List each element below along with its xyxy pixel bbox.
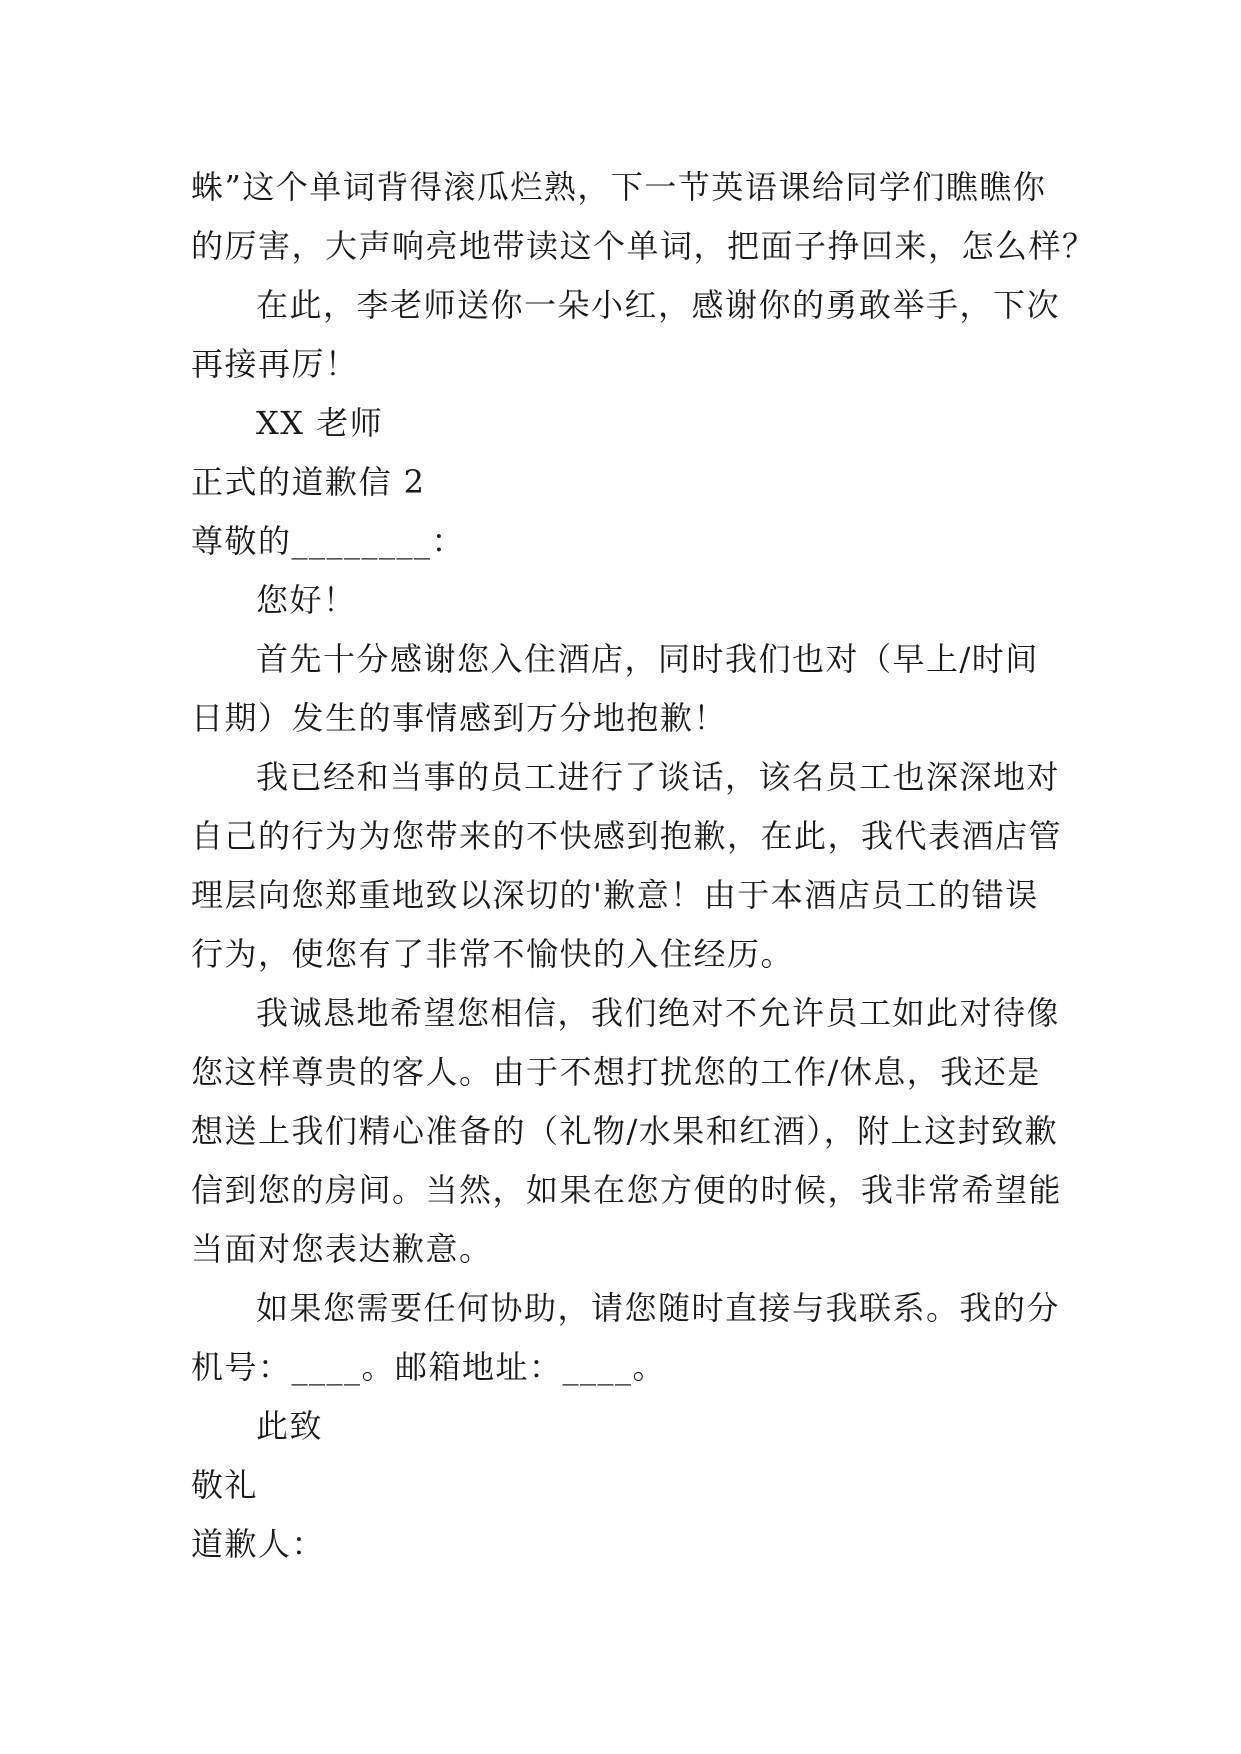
- text-line: 自己的行为为您带来的不快感到抱歉，在此，我代表酒店管: [191, 817, 1063, 855]
- text-line: 信到您的房间。当然，如果在您方便的时候，我非常希望能: [191, 1171, 1063, 1209]
- text-line: 想送上我们精心准备的（礼物/水果和红酒），附上这封致歉: [191, 1112, 1059, 1150]
- text-line: 在此，李老师送你一朵小红，感谢你的勇敢举手，下次: [256, 286, 1061, 324]
- text-line: 的厉害，大声响亮地带读这个单词，把面子挣回来，怎么样？: [191, 227, 1096, 265]
- letter-title: 正式的道歉信 2: [191, 463, 426, 501]
- text-line: 首先十分感谢您入住酒店，同时我们也对（早上/时间: [256, 640, 1039, 678]
- text-line: 再接再厉！: [191, 345, 359, 383]
- text-line: 当面对您表达歉意。: [191, 1230, 493, 1268]
- text-line: 我诚恳地希望您相信，我们绝对不允许员工如此对待像: [256, 994, 1061, 1032]
- letter-body: [191, 158, 1096, 1574]
- closing-salute: 敬礼: [191, 1466, 259, 1504]
- signature-teacher: XX 老师: [256, 404, 384, 442]
- text-line: 如果您需要任何协助，请您随时直接与我联系。我的分: [256, 1289, 1061, 1327]
- text-line: 理层向您郑重地致以深切的'歉意！由于本酒店员工的错误: [191, 876, 1039, 914]
- text-line: 日期）发生的事情感到万分地抱歉！: [191, 699, 728, 737]
- text-line: 蛛”这个单词背得滚瓜烂熟，下一节英语课给同学们瞧瞧你: [191, 168, 1047, 206]
- text-line: 您这样尊贵的客人。由于不想打扰您的工作/休息，我还是: [191, 1053, 1041, 1091]
- apologizer-label: 道歉人：: [191, 1525, 326, 1563]
- text-line: 行为，使您有了非常不愉快的入住经历。: [191, 935, 795, 973]
- text-line: 机号：____。邮箱地址：____。: [191, 1348, 667, 1386]
- closing-phrase: 此致: [256, 1407, 324, 1445]
- greeting: 您好！: [256, 581, 357, 619]
- salutation: 尊敬的________：: [191, 522, 466, 560]
- text-line: 我已经和当事的员工进行了谈话，该名员工也深深地对: [256, 758, 1061, 796]
